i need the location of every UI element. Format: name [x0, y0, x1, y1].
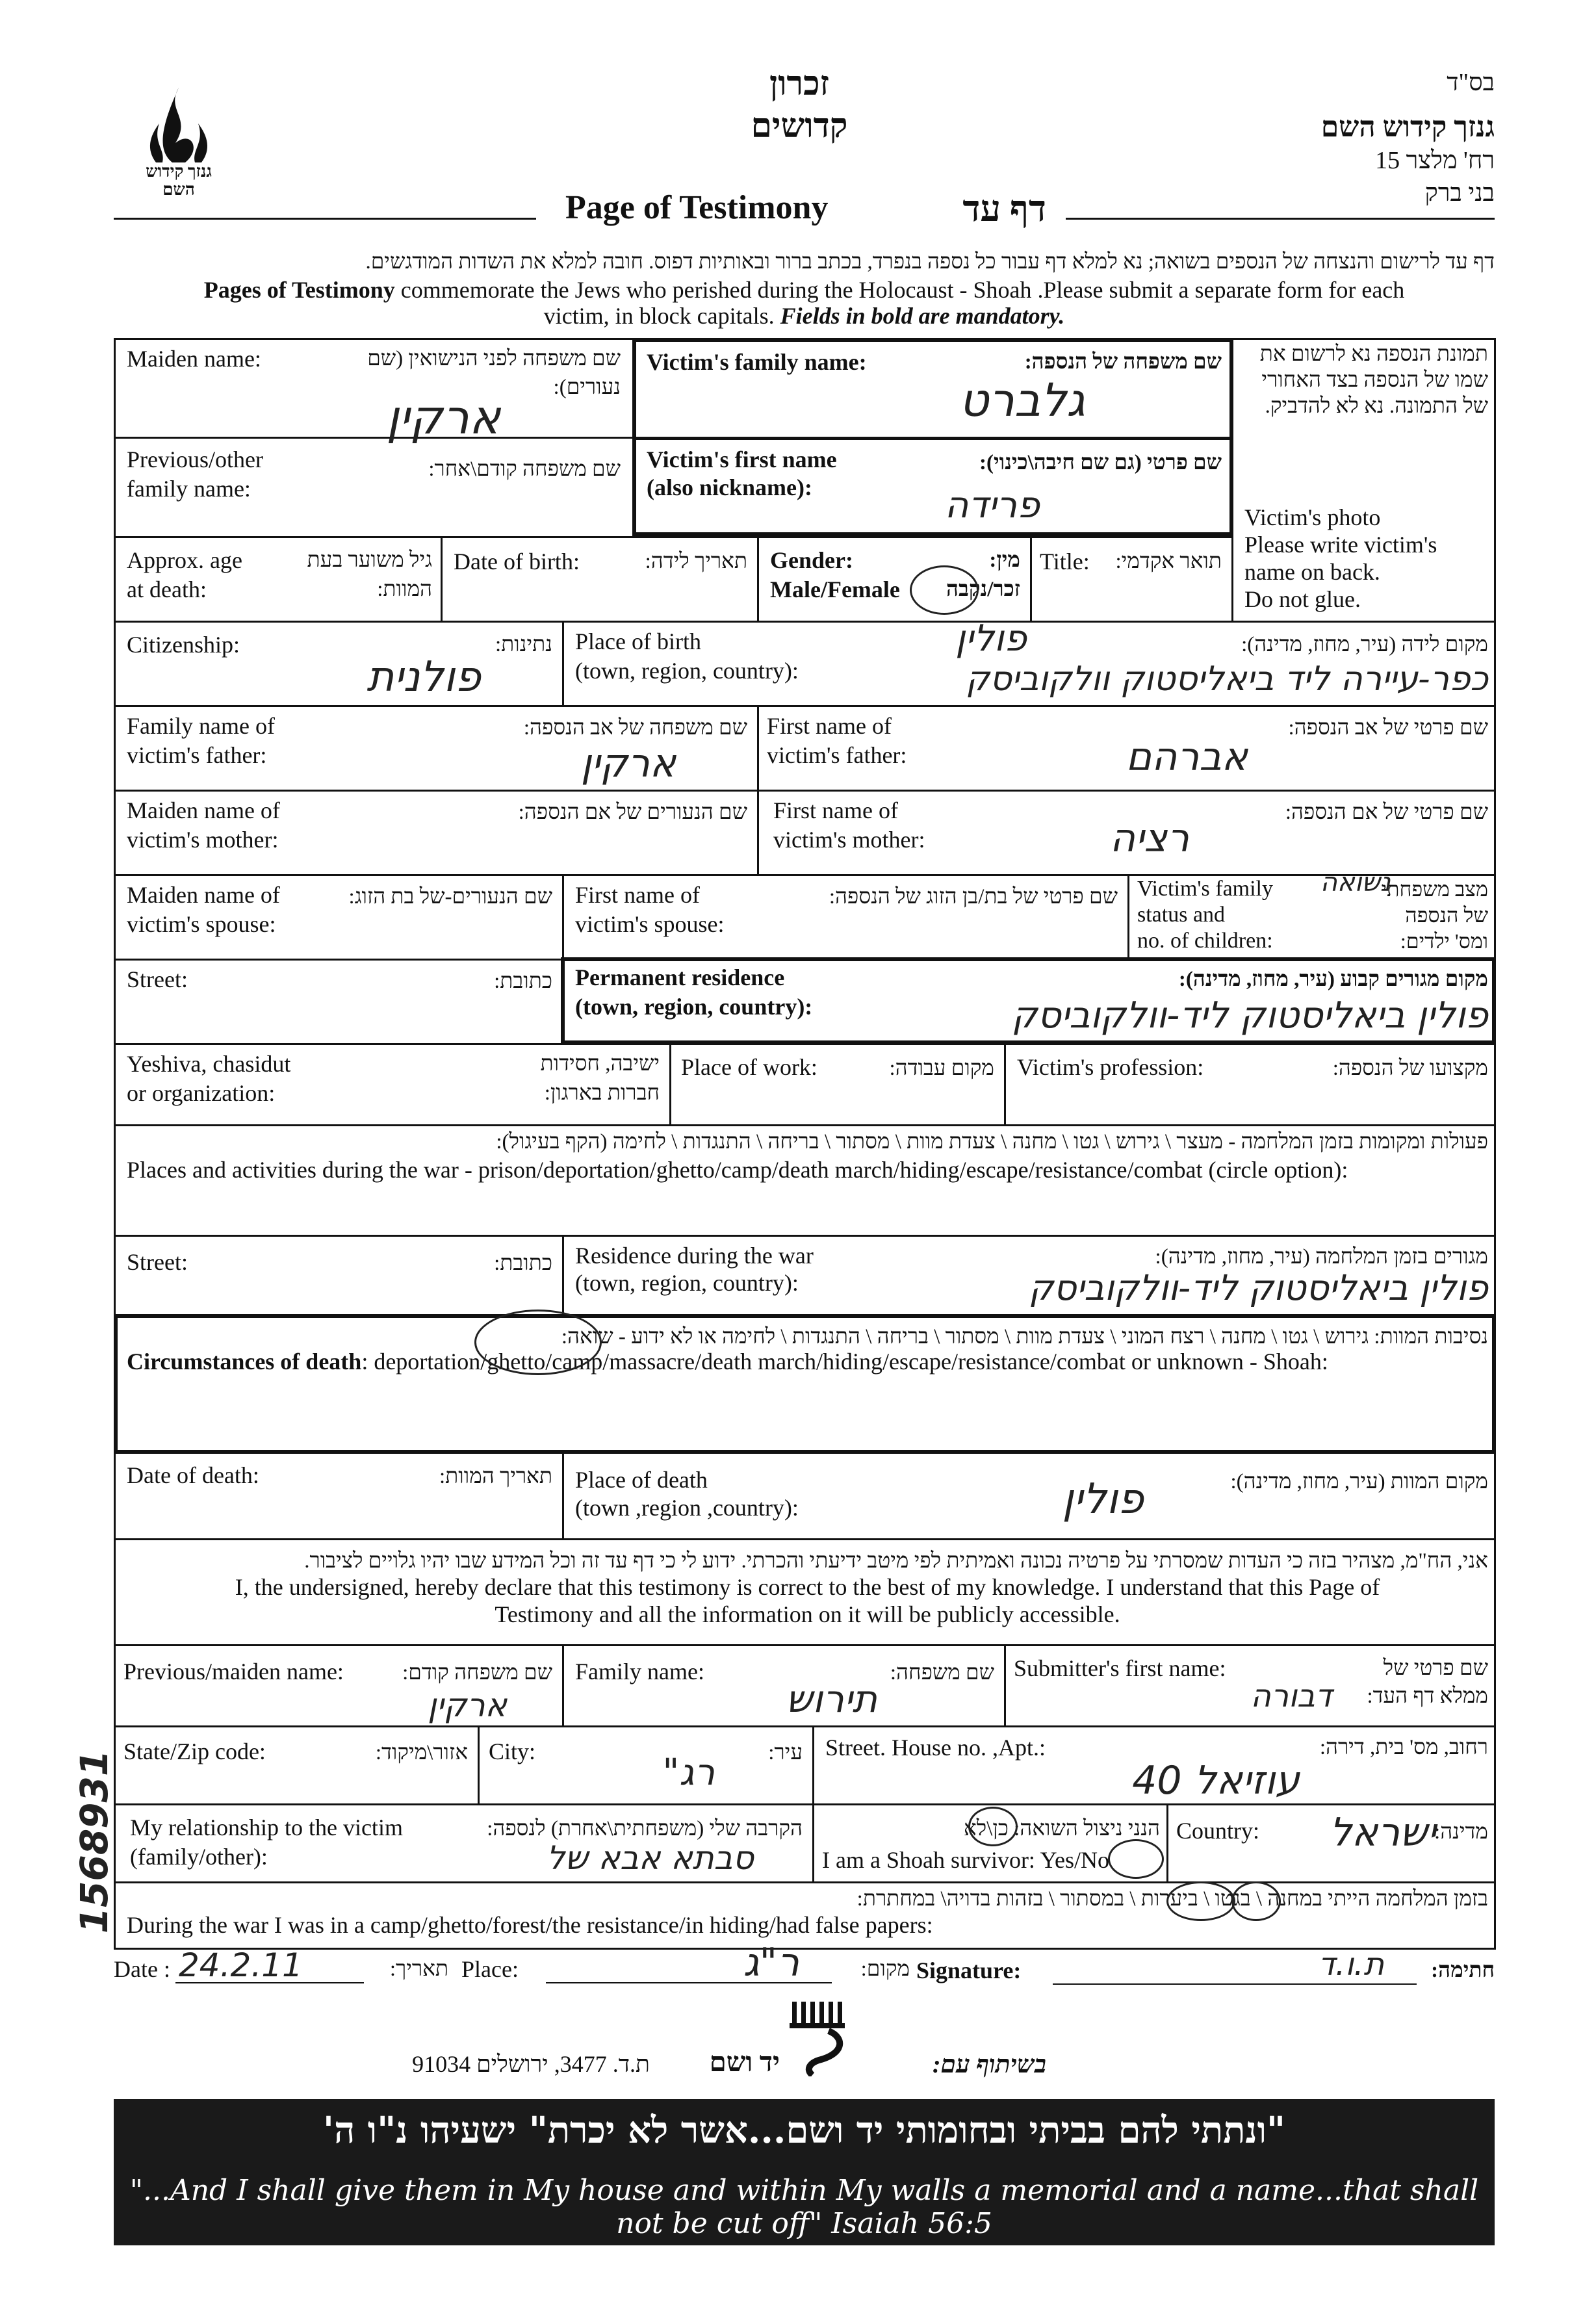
activities-he: פעולות ומקומות בזמן המלחמה - מעצר \ גירוש \ גטו \ מחנה \ צעדת מוות \ מסתור \ בריחה \ התנגדות \ לחימה (הקף בעיגול):: [496, 1130, 1488, 1154]
war-res-he: מגורים בזמן המלחמה (עיר, מחוז, מדינה):: [1155, 1245, 1488, 1269]
father-family-value[interactable]: ארקין: [580, 741, 676, 786]
perm-res-label-2: (town, region, country):: [575, 994, 813, 1020]
street-he: כתובת:: [494, 970, 552, 993]
survivor-no-circle-mark: [1108, 1839, 1164, 1879]
yad-vashem-name: יד ושם: [709, 2048, 780, 2078]
signature-label: Signature:: [916, 1957, 1022, 1983]
title-label: Title:: [1040, 549, 1090, 574]
sub-first-label: Submitter's first name:: [1014, 1655, 1226, 1681]
country-value[interactable]: ישראל: [1329, 1810, 1436, 1855]
prev-family-label-2: family name:: [127, 476, 251, 502]
yeshiva-label-1: Yeshiva, chasidut: [127, 1051, 291, 1077]
sub-prev-label: Previous/maiden name:: [123, 1659, 344, 1685]
during-war-circle-ghetto: [1231, 1881, 1281, 1921]
war-res-value[interactable]: פולין ביאליסטוק ליד-וולקוביסק: [1028, 1267, 1488, 1308]
date-he: תאריך:: [389, 1957, 448, 1981]
org-street: רח' מלצר 15: [1375, 147, 1495, 174]
father-first-label-2: victim's father:: [767, 742, 907, 768]
war-res-label-1: Residence during the war: [575, 1243, 814, 1269]
perm-res-value[interactable]: פולין ביאליסטוק ליד-וולקוביסק: [1011, 994, 1488, 1037]
mother-first-label-1: First name of: [773, 797, 898, 823]
victim-family-value[interactable]: גלברט: [959, 374, 1085, 427]
org-city: בני ברק: [1424, 179, 1495, 207]
sub-family-label: Family name:: [575, 1659, 704, 1685]
photo-instructions-en: Victim's photo Please write victim's name on back. Do not glue.: [1244, 504, 1437, 612]
country-label: Country:: [1176, 1818, 1260, 1844]
street3-label: Street. House no. ,Apt.:: [825, 1735, 1046, 1761]
spouse-first-he: שם פרטי של בת/בן הזוג של הנספה:: [829, 885, 1118, 909]
dod-label: Date of death:: [127, 1462, 259, 1488]
spouse-maiden-he: שם הנעורים-של בת הזוג:: [348, 885, 552, 909]
sub-first-he-1: שם פרטי של: [1383, 1657, 1488, 1680]
profession-label: Victim's profession:: [1017, 1054, 1204, 1080]
sub-prev-value[interactable]: ארקין: [428, 1686, 507, 1724]
father-first-label-1: First name of: [767, 713, 892, 739]
age-he: גיל משוער בעת המוות:: [307, 549, 432, 601]
sub-first-value[interactable]: דבורה: [1250, 1678, 1332, 1714]
street2-he: כתובת:: [494, 1252, 552, 1275]
cooperation-label: בשיתוף עם:: [932, 2051, 1046, 2078]
zip-label: State/Zip code:: [123, 1738, 266, 1764]
during-war-en: During the war I was in a camp/ghetto/forest/the resistance/in hiding/had false papers:: [127, 1912, 933, 1938]
citizenship-value[interactable]: פולנית: [367, 653, 481, 701]
family-status-label: Victim's family status and no. of children:: [1137, 877, 1273, 953]
first-name-label-2: (also nickname):: [647, 474, 812, 500]
spouse-maiden-label-1: Maiden name of: [127, 882, 280, 908]
city-label: City:: [489, 1738, 536, 1764]
street3-value[interactable]: עוזיאל 40: [1132, 1758, 1300, 1803]
dob-he: תאריך לידה:: [645, 550, 747, 573]
mother-maiden-label-2: victim's mother:: [127, 827, 279, 853]
side-reference-number: 1568931: [72, 1749, 116, 1934]
work-he: מקום עבודה:: [889, 1057, 994, 1080]
yad-vashem-address: ת.ד. 3477, ירושלים 91034: [412, 2051, 650, 2077]
first-name-value[interactable]: פרידה: [944, 484, 1040, 526]
street2-label: Street:: [127, 1249, 188, 1275]
pob-label-1: Place of birth: [575, 628, 701, 654]
relation-label-2: (family/other):: [130, 1844, 268, 1870]
father-family-label-1: Family name of: [127, 713, 275, 739]
victim-family-he: שם משפחה של הנספה:: [1024, 350, 1222, 374]
yeshiva-he-1: ישיבה, חסידות: [540, 1052, 660, 1076]
street3-he: רחוב, מס' בית, דירה:: [1319, 1736, 1488, 1759]
title-en: Page of Testimony: [565, 189, 829, 226]
pob-value-town[interactable]: כפר-עיירה ליד ביאליסטוק וולקוביסק: [966, 660, 1488, 699]
profession-he: מקצועו של הנספה:: [1332, 1057, 1488, 1080]
mother-maiden-he: שם הנעורים של אם הנספה:: [518, 801, 747, 824]
victim-family-label: Victim's family name:: [647, 349, 867, 375]
circumstances-en: Circumstances of death: deportation/ghetto/camp/massacre/death march/hiding/escape/resistance/combat or unknown - Shoah:: [127, 1349, 1328, 1375]
pod-label-1: Place of death: [575, 1467, 708, 1493]
footer-quote-en: "...And I shall give them in My house and within My walls a memorial and a name...that shall not be cut off" Isaiah 56:5: [129, 2174, 1479, 2240]
family-status-value[interactable]: נשואה: [1320, 868, 1391, 897]
maiden-name-label: Maiden name:: [127, 346, 261, 372]
yad-vashem-logo: [783, 1998, 855, 2076]
first-name-label-1: Victim's first name: [647, 446, 837, 472]
declaration-en-1: I, the undersigned, hereby declare that this testimony is correct to the best of my knowledge. I understand that this Page of: [235, 1574, 1380, 1600]
place-he: מקום:: [860, 1957, 910, 1981]
mother-first-label-2: victim's mother:: [773, 827, 925, 853]
city-he: עיר:: [768, 1741, 803, 1764]
intro-en-line1: Pages of Testimony commemorate the Jews who perished during the Holocaust - Shoah .Please submit a separate form for each: [203, 277, 1405, 303]
perm-res-he: מקום מגורים קבוע (עיר, מחוז, מדינה):: [1178, 968, 1488, 991]
pod-value[interactable]: פולין: [1062, 1475, 1144, 1523]
signature-he: חתימה:: [1431, 1959, 1495, 1982]
city-value[interactable]: רג": [662, 1751, 715, 1794]
citizenship-label: Citizenship:: [127, 632, 240, 658]
survivor-circle-mark: [968, 1807, 1018, 1846]
footer-banner: [114, 2099, 1495, 2245]
spouse-first-label-1: First name of: [575, 882, 700, 908]
declaration-he: אני, הח"מ, מצהיר בזה כי העדות שמסרתי על פרטיה נכונה ואמיתית לפי מיטב ידיעתי והכרתי. ידוע לי כי דף עד זה וכל המידע שבו יהיו גלויים לציבור.: [304, 1549, 1488, 1573]
yeshiva-label-2: or organization:: [127, 1080, 276, 1106]
maiden-name-value[interactable]: ארקין: [386, 390, 500, 445]
citizenship-he: נתינות:: [495, 633, 552, 656]
circumstances-circle-mark: [474, 1310, 602, 1375]
intro-he: דף עד לרישום והנצחה של הנספים בשואה; נא למלא דף עבור כל נספה בנפרד, בכתב ברור ובאותיות דפוס. חובה למלא את השדות המודגשים.: [365, 250, 1495, 274]
war-res-label-2: (town, region, country):: [575, 1270, 799, 1296]
sub-prev-he: שם משפחה קודם:: [402, 1661, 552, 1685]
title-he: תואר אקדמי:: [1115, 550, 1222, 573]
age-label-1: Approx. age: [127, 547, 242, 573]
sub-first-he-2: ממלא דף העד:: [1367, 1685, 1488, 1708]
date-label: Date :: [114, 1956, 170, 1982]
zikaron-line1: זכרון: [769, 66, 829, 103]
intro-en-line2: victim, in block capitals. Fields in bold are mandatory.: [543, 303, 1065, 329]
declaration-en-2: Testimony and all the information on it will be publicly accessible.: [495, 1601, 1120, 1627]
maiden-name-he: שם משפחה לפני הנישואין (שם נעורים):: [367, 347, 621, 399]
circumstances-he: נסיבות המוות: גירוש \ גטו \ מחנה \ רצח המוני \ צעדת מוות \ מסתור \ בריחה \ התנגדות \ לחימה או לא ידוע - שואה:: [561, 1325, 1488, 1349]
father-first-he: שם פרטי של אב הנספה:: [1288, 716, 1488, 740]
place-label: Place:: [461, 1956, 519, 1982]
prev-family-label-1: Previous/other: [127, 446, 263, 472]
survivor-label: I am a Shoah survivor: Yes/No: [822, 1847, 1109, 1873]
pob-he: מקום לידה (עיר, מחוז, מדינה):: [1241, 633, 1488, 656]
during-war-he: בזמן המלחמה הייתי במחנה \ בגטו \ ביערות \ במסתור \ בזהות בדויה\ במחתרת:: [856, 1887, 1488, 1911]
father-first-value[interactable]: אברהם: [1126, 734, 1248, 780]
pod-label-2: (town ,region ,country):: [575, 1495, 799, 1521]
activities-en: Places and activities during the war - prison/deportation/ghetto/camp/death march/hiding/escape/resistance/combat (circle option):: [127, 1157, 1348, 1183]
mother-first-he: שם פרטי של אם הנספה:: [1285, 801, 1488, 824]
dod-he: תאריך המוות:: [439, 1465, 552, 1488]
work-label: Place of work:: [681, 1054, 817, 1080]
org-name: גנזך קידוש השם: [1320, 111, 1495, 143]
zikaron-line2: קדושים: [751, 108, 848, 145]
relation-value[interactable]: סבתא אבא של: [546, 1839, 754, 1877]
gender-he-2: זכר/נקבה: [946, 578, 1020, 601]
bsd: בס"ד: [1447, 69, 1495, 96]
relation-he: הקרבה שלי (משפחתית\אחרת) לנספה:: [487, 1817, 803, 1840]
spouse-maiden-label-2: victim's spouse:: [127, 911, 276, 937]
title-he: דף עד: [962, 189, 1046, 229]
gender-he-1: מין:: [989, 549, 1020, 572]
gender-label-2: Male/Female: [770, 576, 900, 602]
street-label: Street:: [127, 966, 188, 992]
place-value[interactable]: ר"ג: [743, 1940, 799, 1985]
pod-he: מקום המוות (עיר, מחוז, מדינה):: [1230, 1470, 1488, 1493]
gender-label-1: Gender:: [770, 547, 853, 573]
father-family-he: שם משפחה של אב הנספה:: [523, 716, 747, 740]
footer-quote-he: "ונתתי להם בביתי ובחומותי יד ושם...אשר לא יכרת" ישעיהו נ"ו ה': [322, 2109, 1286, 2152]
dob-label: Date of birth:: [454, 549, 580, 574]
spouse-first-label-2: victim's spouse:: [575, 911, 725, 937]
survivor-he: הנני ניצול השואה: כן\לא: [963, 1817, 1160, 1840]
photo-instructions-he: תמונת הנספה נא לרשום את שמו של הנספה בצד האחורי של התמונה. נא לא להדביק.: [1259, 342, 1488, 418]
pob-label-2: (town, region, country):: [575, 658, 799, 684]
first-name-he: שם פרטי (גם שם חיבה\כינוי):: [979, 451, 1222, 474]
age-label-2: at death:: [127, 576, 207, 602]
prev-family-he: שם משפחה קודם\אחר:: [428, 458, 621, 481]
ganzach-logo: [140, 84, 218, 201]
family-status-he: מצב משפחתי של הנספה ומס' ילדים:: [1381, 877, 1488, 953]
yeshiva-he-2: חברות בארגון:: [544, 1081, 660, 1105]
mother-maiden-label-1: Maiden name of: [127, 797, 280, 823]
signature-value[interactable]: ת.ו.ד: [1318, 1946, 1384, 1983]
during-war-circle-forest: [1166, 1881, 1235, 1921]
pob-value-country[interactable]: פולין: [955, 617, 1027, 660]
perm-res-label-1: Permanent residence: [575, 964, 785, 990]
relation-label-1: My relationship to the victim: [130, 1814, 403, 1840]
sub-family-value[interactable]: תירוש: [786, 1677, 877, 1721]
country-he: מדינה:: [1434, 1820, 1488, 1844]
mother-first-value[interactable]: רציה: [1109, 816, 1189, 861]
logo-text: גנזך קידוש השם: [146, 162, 212, 199]
zip-he: אזור\מיקוד:: [375, 1741, 468, 1764]
date-value[interactable]: 24.2.11: [179, 1946, 303, 1984]
sub-family-he: שם משפחה:: [890, 1661, 994, 1685]
gender-circle-mark: [910, 565, 979, 615]
father-family-label-2: victim's father:: [127, 742, 267, 768]
